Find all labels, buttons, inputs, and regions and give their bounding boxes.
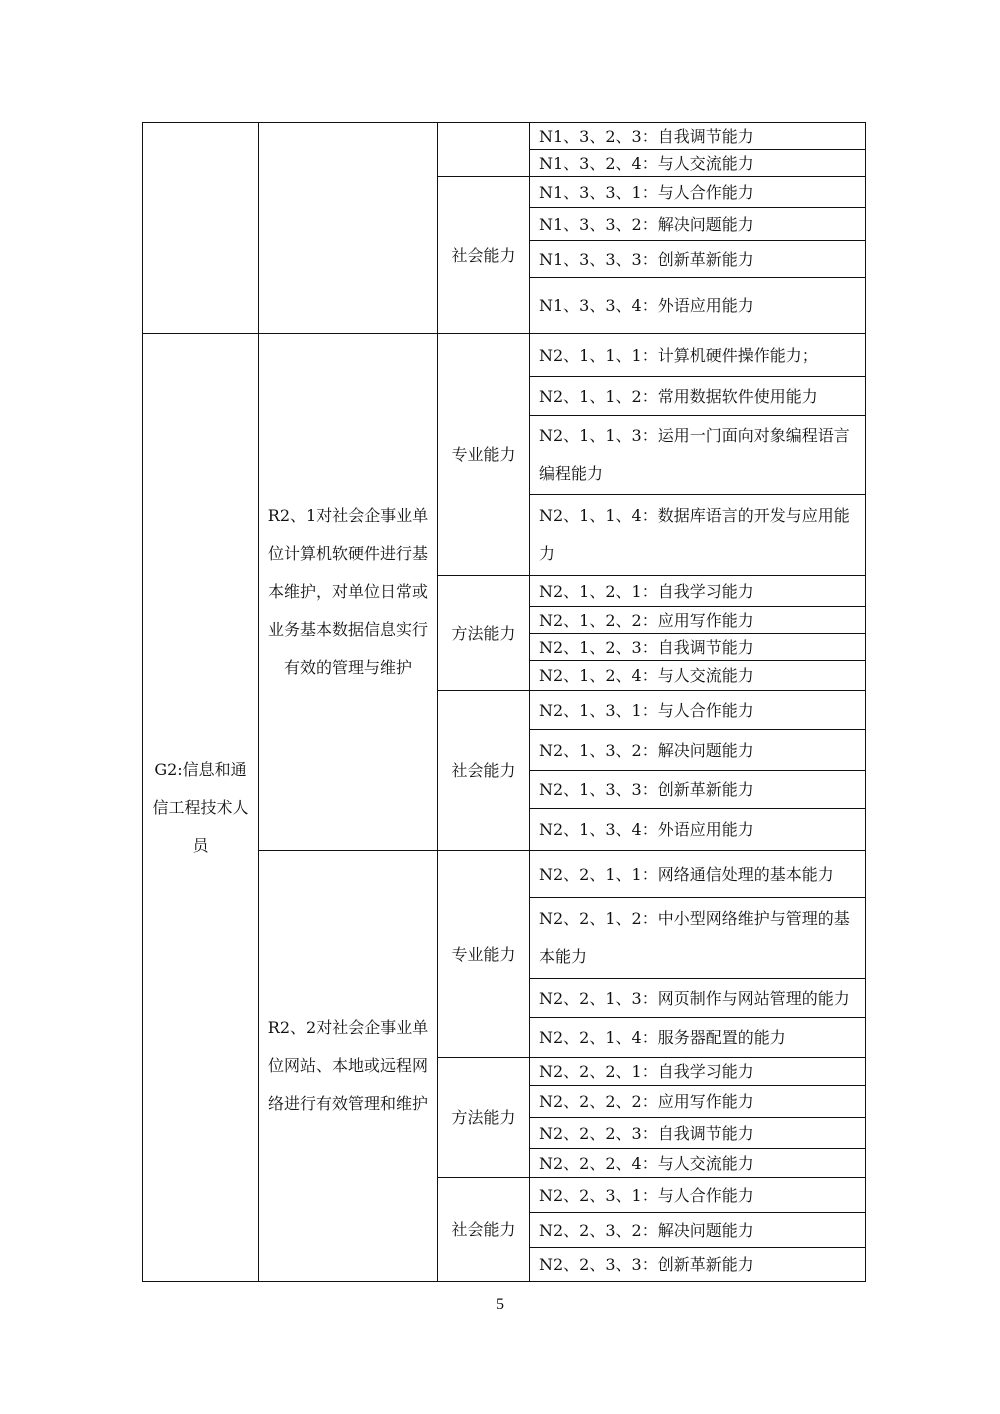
group-name [143, 123, 258, 333]
table-border [865, 122, 866, 1282]
requirement-text: R2、1对社会企事业单位计算机软硬件进行基本维护，对单位日常或业务基本数据信息实行有效的管理与维护 [267, 506, 429, 677]
category-label: 专业能力 [451, 445, 516, 464]
category-label: 方法能力 [451, 623, 516, 643]
competency-item: N2、1、1、3：运用一门面向对象编程语言编程能力 [539, 426, 850, 483]
competency-item: N2、1、2、4：与人交流能力 [539, 666, 754, 685]
competency-item: N2、2、1、4：服务器配置的能力 [539, 1028, 786, 1047]
competency-item: N2、2、1、1：网络通信处理的基本能力 [539, 864, 834, 884]
competency-item: N2、2、1、3：网页制作与网站管理的能力 [539, 988, 850, 1008]
competency-item: N2、1、3、3：创新革新能力 [539, 780, 754, 799]
requirement-text: R2、2对社会企事业单位网站、本地或远程网络进行有效管理和维护 [267, 1018, 429, 1113]
competency-item: N1、3、3、1：与人合作能力 [539, 182, 754, 202]
competency-item: N2、1、2、3：自我调节能力 [539, 637, 754, 657]
competency-item: N2、2、2、2：应用写作能力 [539, 1092, 754, 1111]
competency-item: N1、3、3、4：外语应用能力 [539, 296, 754, 315]
competency-item: N2、1、1、1：计算机硬件操作能力； [539, 345, 818, 365]
competency-item: N1、3、2、3：自我调节能力 [539, 126, 754, 146]
category-label [438, 123, 529, 176]
competency-item: N2、1、3、1：与人合作能力 [539, 700, 754, 720]
competency-item: N2、2、2、1：自我学习能力 [539, 1062, 754, 1081]
competency-item: N2、1、3、2：解决问题能力 [539, 740, 754, 760]
competency-item: N1、3、3、3：创新革新能力 [539, 249, 754, 269]
competency-item: N2、1、1、2：常用数据软件使用能力 [539, 386, 818, 406]
category-label: 社会能力 [451, 245, 516, 265]
competency-item: N1、3、3、2：解决问题能力 [539, 214, 754, 234]
competency-item: N2、1、1、4：数据库语言的开发与应用能力 [539, 506, 850, 563]
competency-item: N2、2、3、2：解决问题能力 [539, 1220, 754, 1240]
competency-item: N2、2、3、1：与人合作能力 [539, 1185, 754, 1205]
competency-item: N2、2、2、4：与人交流能力 [539, 1153, 754, 1173]
page-number: 5 [496, 1296, 504, 1313]
competency-item: N2、1、3、4：外语应用能力 [539, 820, 754, 839]
group-name: G2:信息和通信工程技术人员 [152, 759, 249, 855]
requirement-text [259, 123, 437, 333]
competency-item: N2、2、2、3：自我调节能力 [539, 1123, 754, 1143]
competency-item: N2、1、2、1：自我学习能力 [539, 581, 754, 601]
competency-item: N2、2、3、3：创新革新能力 [539, 1255, 754, 1274]
competency-item: N1、3、2、4：与人交流能力 [539, 153, 754, 173]
competency-item: N2、2、1、2：中小型网络维护与管理的基本能力 [539, 909, 850, 966]
category-label: 专业能力 [451, 944, 516, 964]
category-label: 社会能力 [451, 761, 516, 780]
category-label: 社会能力 [451, 1220, 516, 1239]
competency-item: N2、1、2、2：应用写作能力 [539, 610, 754, 630]
table-border [142, 1281, 866, 1282]
category-label: 方法能力 [451, 1108, 516, 1127]
